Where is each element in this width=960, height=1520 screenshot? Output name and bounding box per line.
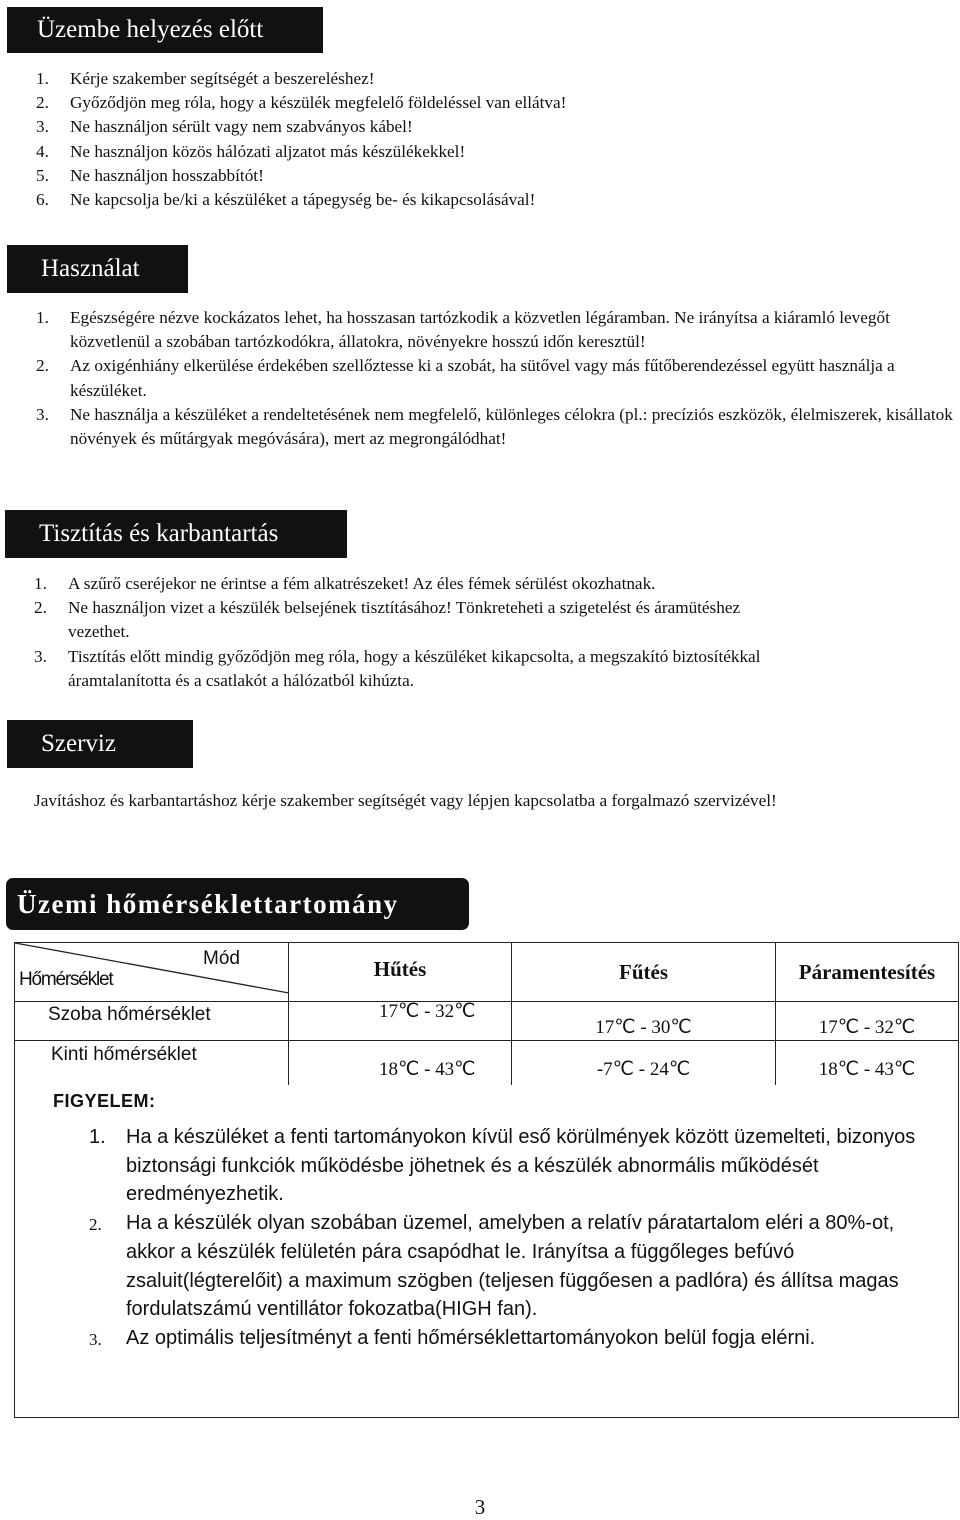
table-row bbox=[15, 1041, 959, 1086]
maintenance-list bbox=[34, 572, 794, 693]
column-header-dehumidify: Páramentesítés bbox=[776, 943, 959, 1002]
range-heading: Üzemi hőmérséklettartomány bbox=[6, 878, 469, 930]
usage-list bbox=[36, 306, 956, 451]
maintenance-heading: Tisztítás és karbantartás bbox=[5, 510, 347, 558]
notes-title: FIGYELEM: bbox=[53, 1091, 156, 1111]
usage-heading: Használat bbox=[7, 245, 188, 293]
row-label-room: Szoba hőmérséklet bbox=[15, 1002, 289, 1041]
list-item: 3. Ne használja a készüléket a rendeltetésének nem megfelelő, különleges célokra (pl.: precíziós eszközök, élelmiszerek, kisállatok növények és műtárgyak megóvására), mert az megrongálódhat! bbox=[36, 404, 953, 449]
list-item: 2. Ha a készülék olyan szobában üzemel, amelyben a relatív páratartalom eléri a 80%-ot, akkor a készülék felületén pára csapódhat le. Irányítsa a függőleges befúvó zsaluit(légterelőit) a maximum szögben (teljesen függőesen a padlóra) és állítsa magas fordulatszámú ventillátor fokozatba(HIGH fan). bbox=[89, 1212, 899, 1321]
notes-list bbox=[89, 1123, 939, 1356]
table-cell: 17℃ - 30℃ bbox=[512, 1002, 776, 1041]
table-cell: -7℃ - 24℃ bbox=[512, 1041, 776, 1086]
mode-label: Mód bbox=[203, 948, 240, 969]
list-item: 1. Egészségére nézve kockázatos lehet, ha hosszasan tartózkodik a közvetlen légáramban. Ne irányítsa a kiáramló levegőt közvetlenül a szobában tartózkodókra, állatokra, növényekre hosszú időn keresztül! bbox=[36, 308, 890, 352]
list-item: 2. Ne használjon vizet a készülék belsejének tisztításához! Tönkreteheti a szigetelést és áramütéshez vezethet. bbox=[34, 598, 741, 642]
list-item: 1. Kérje szakember segítségét a beszereléshez! bbox=[36, 69, 375, 88]
table-row bbox=[15, 1002, 959, 1041]
list-item: 3. Tisztítás előtt mindig győződjön meg róla, hogy a készüléket kikapcsolta, a megszakító biztosítékkal áramtalanította és a csatlakót a hálózatból kihúzta. bbox=[34, 646, 761, 690]
service-heading: Szerviz bbox=[7, 720, 193, 768]
list-item: 6. Ne kapcsolja be/ki a készüléket a tápegység be- és kikapcsolásával! bbox=[36, 190, 536, 210]
list-item: 4. Ne használjon közös hálózati aljzatot más készülékekkel! bbox=[36, 141, 466, 161]
table-cell: 18℃ - 43℃ bbox=[289, 1041, 512, 1086]
table-corner-cell bbox=[15, 943, 289, 1002]
list-item: 3. Ne használjon sérült vagy nem szabványos kábel! bbox=[36, 117, 413, 137]
temperature-range-table bbox=[14, 942, 959, 1418]
page-number: 3 bbox=[474, 1495, 486, 1519]
table-cell: 18℃ - 43℃ bbox=[776, 1041, 959, 1086]
list-item: 1. A szűrő cseréjekor ne érintse a fém alkatrészeket! Az éles fémek sérülést okozhatnak. bbox=[34, 574, 656, 593]
list-item: 2. Győződjön meg róla, hogy a készülék megfelelő földeléssel van ellátva! bbox=[36, 93, 567, 113]
table-cell: 17℃ - 32℃ bbox=[776, 1002, 959, 1041]
list-item: 2. Az oxigénhiány elkerülése érdekében szellőztesse ki a szobát, ha sütővel vagy más fűtőberendezéssel együtt használja a készüléket. bbox=[36, 356, 895, 400]
column-header-heating: Fűtés bbox=[512, 943, 776, 1002]
list-item: 3. Az optimális teljesítményt a fenti hőmérséklettartományokon belül fogja elérni. bbox=[89, 1326, 816, 1349]
list-item: 1. Ha a készüléket a fenti tartományokon kívül eső körülmények között üzemelteti, bizonyos biztonsági funkciók működésbe jöhetnek és a készülék abnormális működését eredményezhetik. bbox=[89, 1126, 916, 1206]
service-text: Javításhoz és karbantartáshoz kérje szakember segítségét vagy lépjen kapcsolatba a forgalmazó szervizével! bbox=[34, 791, 777, 810]
installation-list bbox=[36, 67, 936, 212]
list-item: 5. Ne használjon hosszabbítót! bbox=[36, 165, 264, 185]
notes-cell bbox=[15, 1085, 959, 1418]
row-label-outdoor: Kinti hőmérséklet bbox=[15, 1041, 289, 1086]
column-header-cooling: Hűtés bbox=[289, 943, 512, 1002]
table-cell: 17℃ - 32℃ bbox=[289, 1002, 512, 1041]
temperature-label: Hőmérséklet bbox=[19, 969, 113, 990]
installation-heading: Üzembe helyezés előtt bbox=[7, 7, 323, 53]
